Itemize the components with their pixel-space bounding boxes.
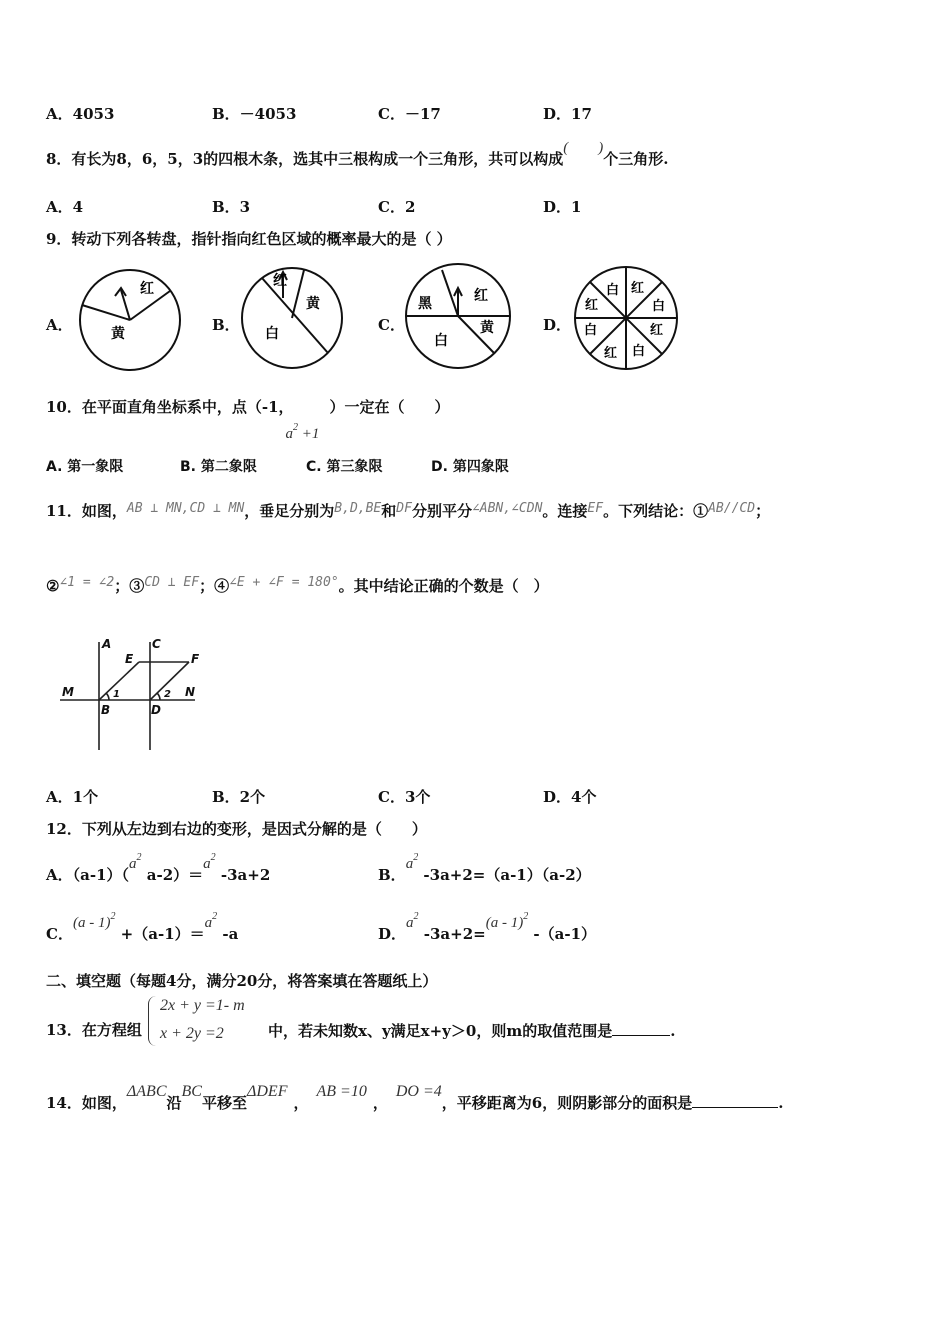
q14-math-3: ΔDEF (246, 1083, 288, 1100)
q12-d-label: D． (378, 925, 407, 943)
spinner-a-yellow: 黄 (111, 326, 125, 342)
q9-label-a: A． (46, 316, 73, 334)
fig-label-m: M (62, 685, 74, 699)
q12-d-m2: (a - 1) (485, 915, 524, 931)
q13-question (268, 1021, 675, 1040)
q14-math-1: ΔABC (126, 1083, 167, 1100)
q12-a-s1: 2 (136, 852, 142, 863)
q12-d-s1: 2 (413, 911, 419, 922)
q12-b-m1: a (405, 856, 414, 872)
q9-question: 9．转动下列各转盘，指针指向红色区域的概率最大的是（ ） (46, 230, 452, 248)
q11-text-3: 和 (381, 502, 397, 520)
q14-text-5: ， (372, 1094, 388, 1112)
q14-question (46, 1083, 784, 1113)
spinner-d-seg-1: 白 (606, 283, 620, 298)
spinner-c-yellow: 黄 (480, 320, 494, 336)
q11-l2-text-2: ；③ (114, 577, 145, 595)
q13-text: 中，若未知数x、y满足x+y＞0，则m的取值范围是 (268, 1022, 613, 1040)
q12-c-t1: +（a-1）＝ (115, 925, 205, 943)
spinner-d (575, 267, 677, 369)
q11-line-1 (46, 502, 770, 522)
q12-b-t1: -3a+2=（a-1）（a-2） (418, 866, 591, 884)
q8-option-a: A．4 (46, 198, 84, 216)
spinner-d-seg-8: 红 (585, 298, 599, 313)
q14-answer-blank (692, 1093, 778, 1108)
q14-text-1: 14．如图， (46, 1094, 127, 1112)
q11-math-4: ∠ABN,∠CDN (471, 501, 543, 516)
spinner-b-yellow: 黄 (306, 296, 320, 312)
spinner-a-red: 红 (140, 281, 154, 297)
q11-text-6: 。下列结论：① (603, 502, 709, 520)
q13-answer-blank (612, 1021, 670, 1036)
q11-figure (55, 630, 215, 760)
fig-label-d: D (151, 703, 161, 717)
q11-text-7: ； (755, 502, 771, 520)
fig-label-a: A (102, 637, 112, 651)
q14-math-5: DO =4 (395, 1083, 442, 1100)
fig-label-2: 2 (164, 689, 171, 700)
q11-l2-text-3: ；④ (199, 577, 230, 595)
q11-text-1: 11．如图， (46, 502, 127, 520)
q12-c-m2: a (204, 915, 213, 931)
q14-text-2: 沿 (166, 1094, 182, 1112)
q10-option-a: A. 第一象限 (46, 459, 124, 475)
q10-expr: a (285, 426, 294, 442)
q8-option-b: B．3 (212, 198, 251, 216)
q10-text-end: ）一定在（ ） (329, 398, 450, 416)
q8-text-end: 个三角形. (603, 150, 669, 168)
q12-a-t3: -3a+2 (215, 866, 271, 884)
q12-d-s2: 2 (523, 911, 529, 922)
q11-math-6: AB//CD (708, 501, 756, 516)
spinner-c-black: 黑 (418, 296, 432, 312)
q12-option-d (378, 911, 597, 946)
spinner-a (80, 270, 180, 370)
q11-text-4: 分别平分 (411, 502, 472, 520)
q12-b-s1: 2 (413, 852, 419, 863)
q12-c-s1: 2 (110, 911, 116, 922)
q12-option-c (46, 911, 239, 946)
q12-a-m1: a (129, 856, 137, 872)
q9-label-b: B． (212, 316, 240, 334)
q10-expr2: +1 (298, 426, 320, 442)
q8-option-d: D．1 (543, 198, 582, 216)
q12-option-b (378, 852, 591, 887)
q11-math-3: DF (396, 501, 412, 516)
q11-option-a: A．1个 (46, 788, 99, 806)
q11-l2-math-3: ∠E + ∠F = 180° (229, 575, 339, 590)
q14-end: . (778, 1094, 784, 1112)
q11-l2-math-2: CD ⊥ EF (144, 575, 200, 590)
q12-a-t2: a-2）＝ (141, 866, 204, 884)
q12-c-label: C． (46, 925, 73, 943)
q12-c-s2: 2 (212, 911, 218, 922)
q11-option-b: B．2个 (212, 788, 266, 806)
q10-text: 10．在平面直角坐标系中，点（-1， (46, 398, 294, 416)
q9-spinners (0, 0, 950, 400)
fig-label-n: N (185, 685, 196, 699)
q11-l2-text-4: 。其中结论正确的个数是（ ） (338, 577, 549, 595)
spinner-d-seg-3: 白 (652, 299, 666, 314)
q12-d-m1: a (406, 915, 414, 931)
q12-d-t2: -（a-1） (528, 925, 597, 943)
q11-math-2: B,D,BE (334, 501, 382, 516)
q11-math-1: AB ⊥ MN,CD ⊥ MN (126, 501, 245, 516)
q11-option-d: D．4个 (543, 788, 597, 806)
q10-option-c: C. 第三象限 (306, 459, 383, 475)
q12-option-a (46, 852, 271, 887)
q13-end: . (670, 1022, 676, 1040)
q11-l2-text-1: ② (46, 577, 60, 595)
spinner-d-seg-5: 白 (632, 344, 646, 359)
q11-option-c: C．3个 (378, 788, 431, 806)
fig-label-c: C (152, 637, 161, 651)
q12-a-s2: 2 (210, 852, 216, 863)
q14-math-2: BC (181, 1083, 202, 1100)
spinner-b-white: 白 (265, 326, 279, 342)
q7-option-c: C．－17 (378, 105, 441, 123)
fig-label-b: B (101, 703, 111, 717)
fig-label-f: F (191, 652, 200, 666)
q11-l2-math-1: ∠1 = ∠2 (59, 575, 115, 590)
q8-paren: ( ) (563, 140, 604, 156)
spinner-b (242, 268, 342, 368)
q11-line-2 (46, 577, 549, 597)
section-2-title: 二、填空题（每题4分，满分20分，将答案填在答题纸上） (46, 972, 438, 990)
q11-math-5: EF (587, 501, 604, 516)
q12-b-label: B． (378, 866, 406, 884)
q12-a-label: A． (46, 866, 73, 884)
q10-option-b: B. 第二象限 (180, 459, 257, 475)
q13-pre: 13．在方程组 (46, 1021, 142, 1039)
q12-question: 12．下列从左边到右边的变形，是因式分解的是（ ） (46, 820, 427, 838)
q12-c-t2: -a (217, 925, 239, 943)
q11-text-2: ，垂足分别为 (244, 502, 335, 520)
q10-question (46, 398, 450, 442)
q12-d-t1: -3a+2= (418, 925, 486, 943)
q12-a-t1: （a-1）（ (72, 866, 130, 884)
q14-text-3: 平移至 (201, 1094, 247, 1112)
q8-text: 8．有长为8，6，5，3的四根木条，选其中三根构成一个三角形，共可以构成 (46, 150, 564, 168)
spinner-d-seg-2: 红 (631, 281, 645, 296)
q9-label-d: D． (543, 316, 572, 334)
q8-option-c: C．2 (378, 198, 416, 216)
q14-text-4: ， (293, 1094, 309, 1112)
q7-option-d: D．17 (543, 105, 592, 123)
spinner-c (406, 264, 510, 368)
spinner-d-seg-4: 红 (650, 323, 664, 338)
spinner-d-seg-6: 红 (604, 346, 618, 361)
q7-option-a: A．4053 (46, 105, 115, 123)
spinner-c-red: 红 (474, 288, 488, 304)
q12-c-m1: (a - 1) (72, 915, 111, 931)
q9-label-c: C． (378, 316, 405, 334)
q12-a-m2: a (203, 856, 211, 872)
q14-math-4: AB =10 (316, 1083, 367, 1100)
fig-label-1: 1 (113, 689, 120, 700)
q13-eq2: x + 2y =2 (160, 1025, 224, 1042)
q14-text-6: ，平移距离为6，则阴影部分的面积是 (441, 1094, 693, 1112)
spinner-b-red: 红 (273, 273, 287, 289)
q11-text-5: 。连接 (542, 502, 588, 520)
q10-sup: 2 (293, 422, 299, 433)
q13-brace (148, 996, 159, 1046)
q7-option-b: B．－4053 (212, 105, 297, 123)
q13-eq1: 2x + y =1- m (160, 997, 245, 1014)
spinner-c-white: 白 (434, 333, 448, 349)
fig-label-e: E (125, 652, 134, 666)
spinner-d-seg-7: 白 (584, 323, 598, 338)
q10-option-d: D. 第四象限 (431, 459, 509, 475)
